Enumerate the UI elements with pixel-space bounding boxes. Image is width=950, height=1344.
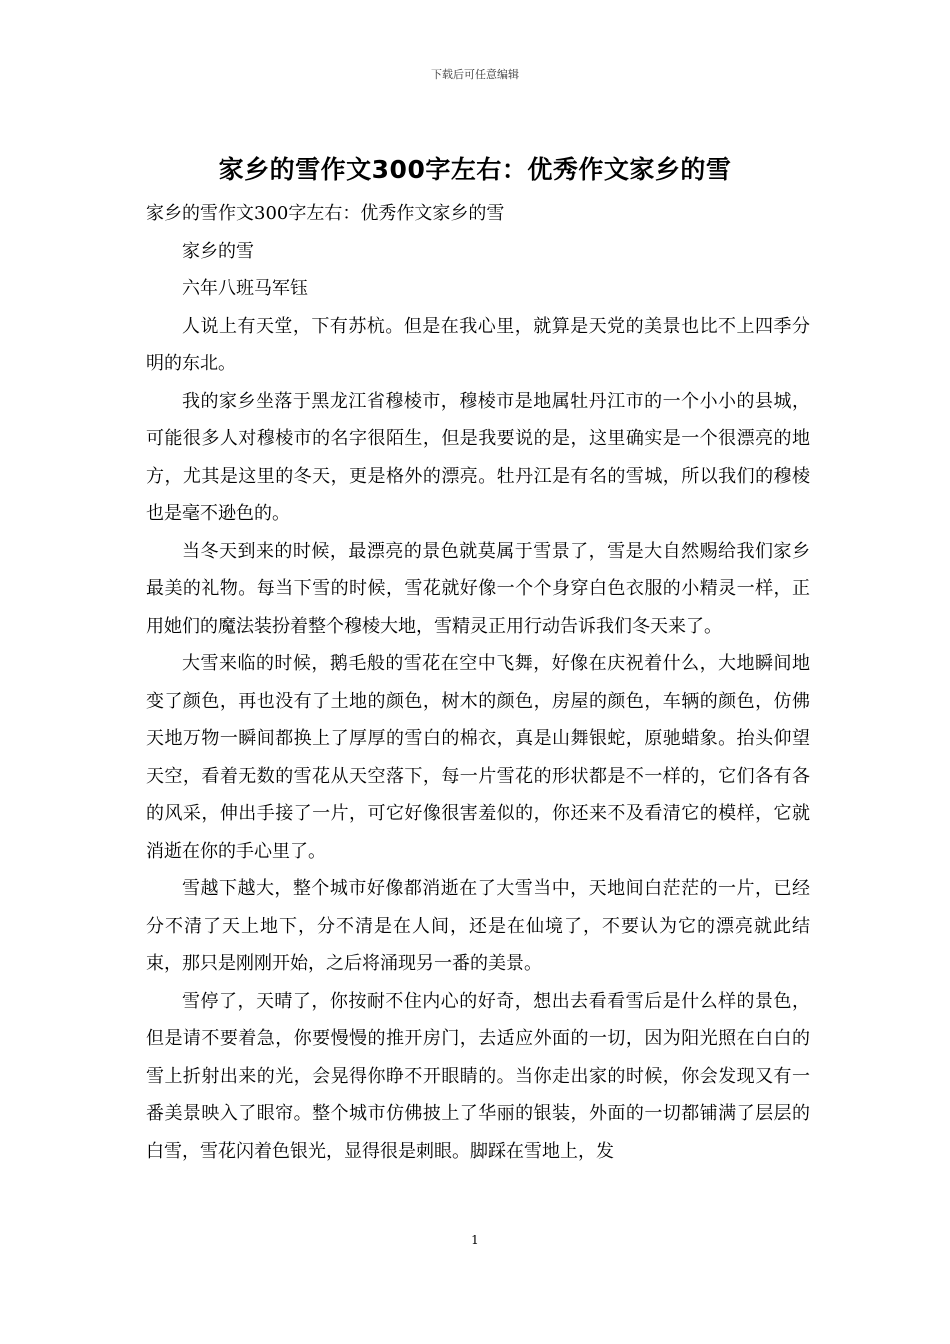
document-title: 家乡的雪作文300字左右：优秀作文家乡的雪 xyxy=(218,155,732,184)
paragraph: 当冬天到来的时候，最漂亮的景色就莫属于雪景了，雪是大自然赐给我们家乡最美的礼物。每当下雪的时候，雪花就好像一个个身穿白色衣服的小精灵一样，正用她们的魔法装扮着整个穆棱大地，雪精灵正用行动告诉我们冬天来了。 xyxy=(146,540,810,637)
paragraph: 我的家乡坐落于黑龙江省穆棱市，穆棱市是地属牡丹江市的一个小小的县城，可能很多人对穆棱市的名字很陌生，但是我要说的是，这里确实是一个很漂亮的地方，尤其是这里的冬天，更是格外的漂亮。牡丹江是有名的雪城，所以我们的穆棱也是毫不逊色的。 xyxy=(146,390,810,524)
page-header-note: 下载后可任意编辑 xyxy=(431,68,519,81)
author-line: 六年八班马军钰 xyxy=(182,278,308,299)
document-body xyxy=(146,195,810,1170)
paragraph: 雪越下越大，整个城市好像都消逝在了大雪当中，天地间白茫茫的一片，已经分不清了天上地下，分不清是在人间，还是在仙境了，不要认为它的漂亮就此结束，那只是刚刚开始，之后将涌现另一番的美景。 xyxy=(146,878,810,974)
paragraph: 人说上有天堂，下有苏杭。但是在我心里，就算是天党的美景也比不上四季分明的东北。 xyxy=(146,315,810,374)
paragraph: 雪停了，天晴了，你按耐不住内心的好奇，想出去看看雪后是什么样的景色，但是请不要着急，你要慢慢的推开房门，去适应外面的一切，因为阳光照在白白的雪上折射出来的光，会晃得你睁不开眼睛的。当你走出家的时候，你会发现又有一番美景映入了眼帘。整个城市仿佛披上了华丽的银装，外面的一切都铺满了层层的白雪，雪花闪着色银光，显得很是刺眼。脚踩在雪地上，发 xyxy=(146,990,810,1162)
essay-heading: 家乡的雪 xyxy=(182,240,254,262)
subtitle-line: 家乡的雪作文300字左右：优秀作文家乡的雪 xyxy=(146,203,505,224)
paragraph: 大雪来临的时候，鹅毛般的雪花在空中飞舞，好像在庆祝着什么，大地瞬间地变了颜色，再也没有了土地的颜色，树木的颜色，房屋的颜色，车辆的颜色，仿佛天地万物一瞬间都换上了厚厚的雪白的棉衣，真是山舞银蛇，原驰蜡象。抬头仰望天空，看着无数的雪花从天空落下，每一片雪花的形状都是不一样的，它们各有各的风采，伸出手接了一片，可它好像很害羞似的，你还来不及看清它的模样，它就消逝在你的手心里了。 xyxy=(146,653,810,862)
page-number: 1 xyxy=(471,1233,479,1247)
